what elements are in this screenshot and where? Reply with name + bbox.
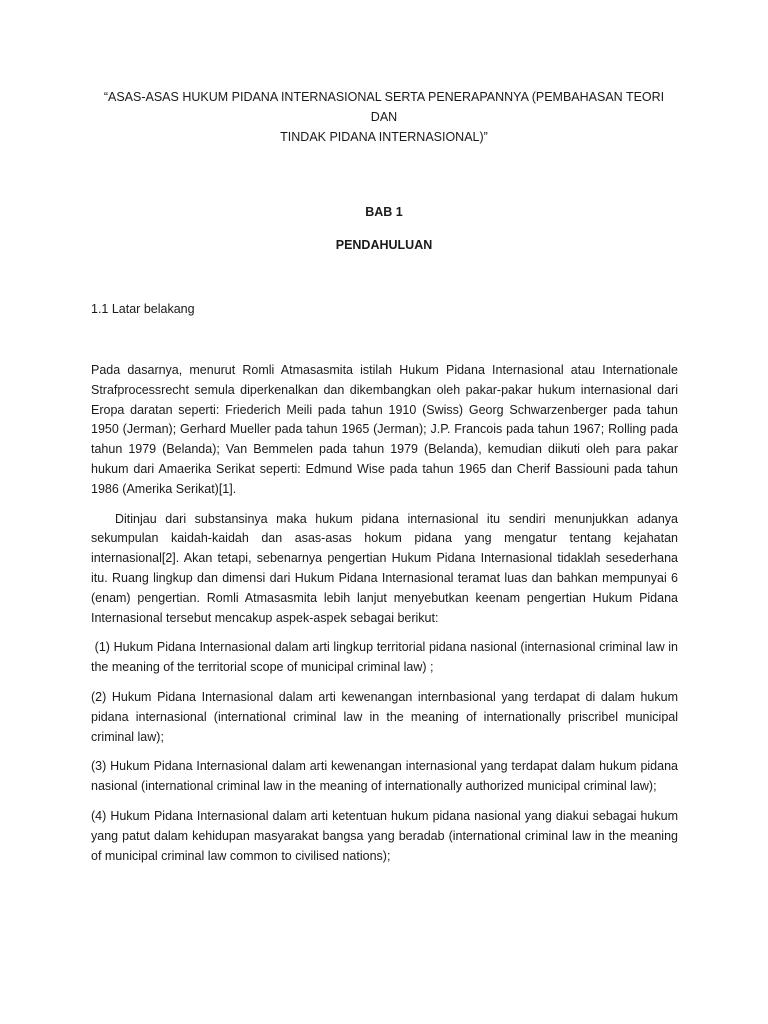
chapter-title: PENDAHULUAN — [335, 238, 433, 252]
list-item-3: (3) Hukum Pidana Internasional dalam arti kewenangan internasional yang terdapat dalam hukum pidana nasional (international criminal law in the meaning of internationally authorized municipal criminal law); — [91, 759, 678, 794]
document-title — [91, 87, 677, 147]
chapter-number: BAB 1 — [365, 205, 403, 219]
list-item-1: (1) Hukum Pidana Internasional dalam arti lingkup territorial pidana nasional (internasional criminal law in the meaning of the territorial scope of municipal criminal law) ; — [91, 640, 682, 675]
list-item-4: (4) Hukum Pidana Internasional dalam arti ketentuan hukum pidana nasional yang diakui sebagai hukum yang patut dalam kehidupan masyarakat bangsa yang beradab (international criminal law in the meaning of municipal criminal law common to civilised nations); — [91, 808, 678, 863]
list-item-2: (2) Hukum Pidana Internasional dalam arti kewenangan internbasional yang terdapat di dalam hukum pidana internasional (international criminal law in the meaning of internationally priscribel municipal criminal law); — [91, 689, 678, 744]
paragraph-substance: Ditinjau dari substansinya maka hukum pidana internasional itu sendiri menunjukkan adanya sekumpulan kaidah-kaidah dan asas-asas hokum pidana yang mengatur tentang kejahatan internasional[2]. Akan tetapi, sebenarnya pengertian Hukum Pidana Internasional tidaklah sesederhana itu. Ruang lingkup dan dimensi dari Hukum Pidana Internasional teramat luas dan bahkan mempunyai 6 (enam) pengertian. Romli Atmasasmita lebih lanjut menyebutkan keenam pengertian Hukum Pidana Internasional tersebut mencakup aspek-aspek sebagai berikut: — [91, 511, 678, 625]
document-body — [91, 361, 682, 876]
section-heading: 1.1 Latar belakang — [91, 302, 195, 316]
paragraph-intro: Pada dasarnya, menurut Romli Atmasasmita istilah Hukum Pidana Internasional atau Internationale Strafprocessrecht semula diperkenalkan dan dikembangkan oleh pakar-pakar hukum internasional dari Eropa daratan seperti: Friederich Meili pada tahun 1910 (Swiss) Georg Schwarzenberger pada tahun 1950 (Jerman); Gerhard Mueller pada tahun 1965 (Jerman); J.P. Francois pada tahun 1967; Rolling pada tahun 1979 (Belanda); Van Bemmelen pada tahun 1979 (Belanda), kemudian diikuti oleh para pakar hukum dari Amaerika Serikat seperti: Edmund Wise pada tahun 1965 dan Cherif Bassiouni pada tahun 1986 (Amerika Serikat)[1]. — [91, 363, 678, 496]
document-title-line-1: “ASAS-ASAS HUKUM PIDANA INTERNASIONAL SERTA PENERAPANNYA (PEMBAHASAN TEORI DAN — [103, 90, 665, 124]
document-title-line-2: TINDAK PIDANA INTERNASIONAL)” — [280, 130, 488, 144]
